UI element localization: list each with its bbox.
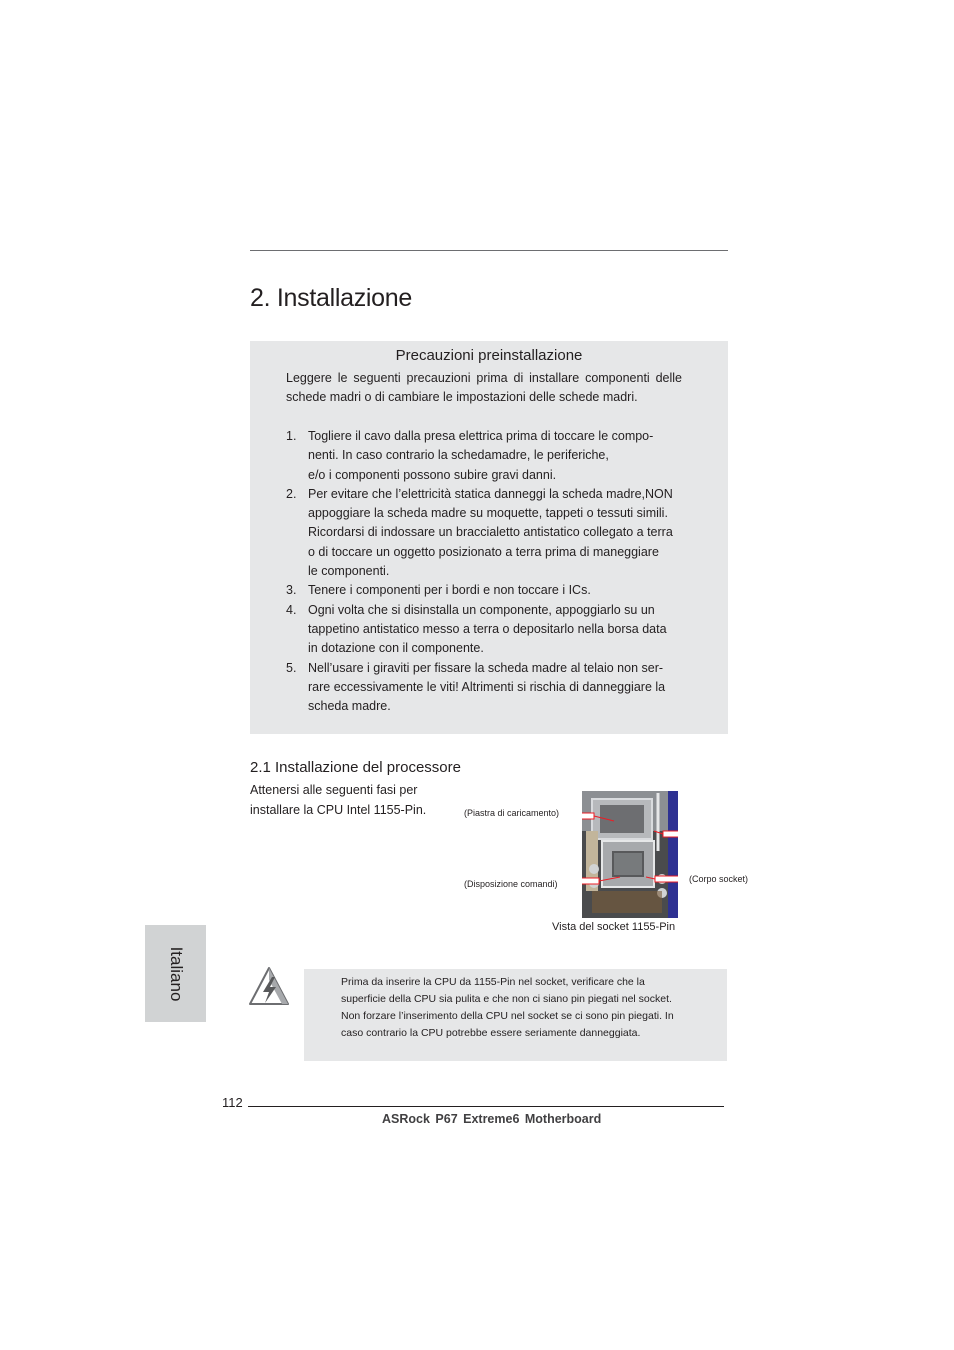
contact-array-callout: (Disposizione comandi) — [464, 879, 558, 889]
precaution-item — [286, 601, 682, 659]
precautions-heading: Precauzioni preinstallazione — [395, 347, 583, 364]
language-side-tab — [145, 925, 206, 1022]
precaution-text: Ogni volta che si disinstalla un componente, appoggiarlo su un tappetino antistatico messo a terra o depositarlo nella borsa data in dotazione con il componente. — [308, 602, 667, 656]
load-plate-callout: (Piastra di caricamento) — [464, 808, 560, 818]
footer-divider — [248, 1106, 724, 1107]
precaution-number: 4. — [286, 602, 297, 617]
cpu-socket-photo — [582, 791, 678, 918]
precaution-item — [286, 581, 682, 600]
precaution-number: 1. — [286, 429, 297, 443]
cpu-note-text: Prima da inserire la CPU da 1155-Pin nel socket, verificare che la superficie della CPU sia pulita e che non ci siano pin piegati nel socket. Non forzare l’inserimento della CPU nel socket se ci sono pin piegati. In caso contrario la CPU potrebbe essere seriamente danneggiata. — [341, 976, 674, 1039]
precautions-intro: Leggere le seguenti precauzioni prima di installare componenti delle schede madri o di cambiare le impostazioni delle schede madri. — [286, 371, 682, 405]
footer-product-name: ASRock P67 Extreme6 Motherboard — [382, 1112, 602, 1126]
cpu-section-heading: 2.1 Installazione del processore — [250, 759, 461, 776]
page-number: 112 — [222, 1095, 243, 1110]
precaution-number: 2. — [286, 486, 297, 501]
precaution-item — [286, 659, 682, 717]
precaution-item — [286, 485, 682, 581]
precaution-number: 5. — [286, 660, 297, 675]
precaution-text: Per evitare che l’elettricità statica danneggi la scheda madre,NON appoggiare la scheda madre su moquette, tappeti o tessuti simili. Ricordarsi di indossare un braccialetto antistatico collegato a terra o di toccare un oggetto posizionato a terra prima di maneggiare le componenti. — [308, 486, 673, 579]
cpu-note-box — [304, 969, 727, 1061]
precaution-number: 3. — [286, 583, 297, 598]
precaution-text: Togliere il cavo dalla presa elettrica prima di toccare le compo- nenti. In caso contrario la schedamadre, le periferiche, e/o i componenti possono subire gravi danni. — [308, 429, 654, 482]
precautions-list — [286, 427, 682, 716]
socket-body-callout: (Corpo socket) — [689, 874, 749, 884]
precaution-text: Tenere i componenti per i bordi e non toccare i ICs. — [308, 583, 591, 598]
cpu-section-text: Attenersi alle seguenti fasi per installare la CPU Intel 1155-Pin. — [250, 783, 427, 817]
language-label: Italiano — [166, 946, 186, 1001]
precaution-item — [286, 427, 682, 485]
page-title: 2. Installazione — [250, 284, 412, 312]
precaution-text: Nell’usare i giraviti per fissare la scheda madre al telaio non ser- rare eccessivamente le viti! Altrimenti si rischia di danneggiare la scheda madre. — [308, 660, 666, 714]
top-divider — [250, 250, 728, 251]
warning-icon — [248, 965, 290, 1007]
precautions-panel — [250, 341, 728, 734]
socket-photo-caption: Vista del socket 1155-Pin — [552, 921, 676, 933]
